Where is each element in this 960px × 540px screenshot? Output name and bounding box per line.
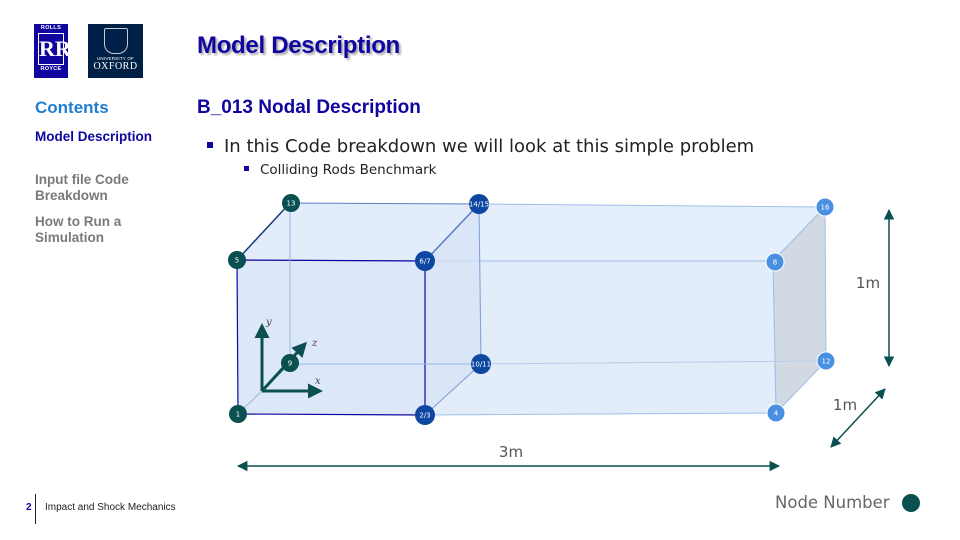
footer-divider [35,494,36,524]
svg-text:10/11: 10/11 [470,360,492,369]
footer-text: Impact and Shock Mechanics [45,502,176,513]
node-2-3 [415,405,435,425]
rolls-royce-logo-bottom: ROYCE [40,66,62,72]
bullet-level1-text: In this Code breakdown we will look at this simple problem [224,136,755,157]
svg-text:6/7: 6/7 [419,257,431,266]
svg-text:9: 9 [287,359,293,368]
y-axis-label: y [266,317,272,328]
node-16 [816,198,834,216]
node-14-15 [469,194,489,214]
height-dimension-label: 1m [855,274,881,292]
legend-label: Node Number [775,493,890,512]
node-4 [767,404,785,422]
contents-heading: Contents [35,98,109,117]
node-8 [766,253,784,271]
svg-text:4: 4 [773,409,779,418]
node-10-11 [471,354,491,374]
depth-dimension-label: 1m [832,396,858,414]
node-9 [281,354,299,372]
svg-text:2/3: 2/3 [419,411,431,420]
x-axis-label: x [315,376,321,387]
bullet-level2-text: Colliding Rods Benchmark [260,162,437,178]
length-dimension-label: 3m [498,443,524,461]
section-subtitle: B_013 Nodal Description [197,97,421,118]
svg-text:12: 12 [821,357,831,366]
svg-text:14/15: 14/15 [468,200,490,209]
rolls-royce-logo-top: ROLLS [40,25,62,31]
svg-text:5: 5 [234,256,240,265]
svg-text:13: 13 [286,199,296,208]
z-axis-label: z [312,338,318,349]
page-title: Model Description [197,32,400,59]
left-rod [234,203,481,415]
sidebar-item-model-description[interactable]: Model Description [35,129,153,144]
legend-node-icon [902,494,920,512]
rolls-royce-logo-mark: RR [38,33,64,65]
page-number: 2 [26,502,32,513]
svg-text:8: 8 [772,258,778,267]
node-12 [817,352,835,370]
oxford-logo-line1: UNIVERSITY OF [96,56,135,61]
svg-text:1: 1 [235,410,241,419]
sidebar-item-run-simulation[interactable]: How to Run a Simulation [35,214,122,245]
svg-text:16: 16 [820,203,830,212]
node-6-7 [415,251,435,271]
node-5 [228,251,246,269]
oxford-logo-line2: OXFORD [93,61,138,72]
right-rod-top-face [425,204,825,261]
sidebar-item-input-file[interactable]: Input file Code Breakdown [35,172,129,203]
right-rod [425,204,826,415]
node-13 [282,194,300,212]
node-1 [229,405,247,423]
